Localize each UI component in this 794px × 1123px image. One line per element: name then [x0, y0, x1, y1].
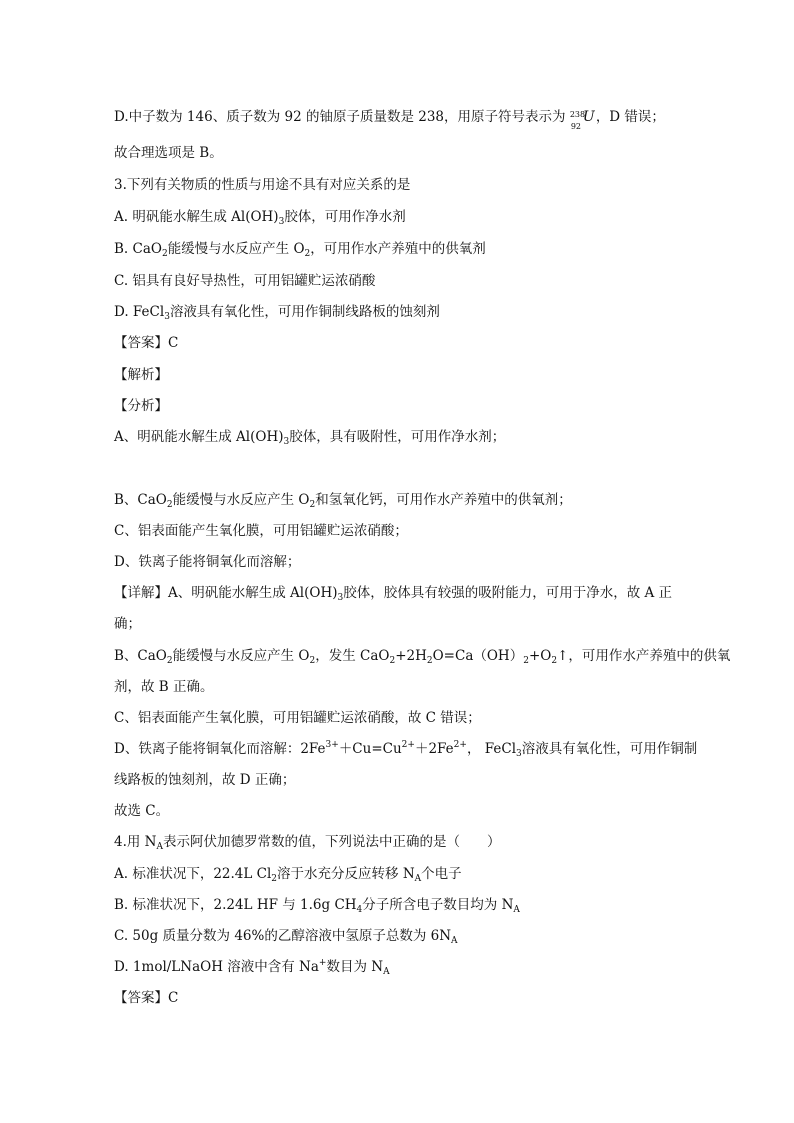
fenxi-c: C、铝表面能产生氧化膜，可用铝罐贮运浓硝酸； — [114, 523, 408, 539]
answer-line-1: 【答案】C — [114, 335, 179, 351]
conclusion-2: 故选 C。 — [114, 803, 170, 819]
q4-option-b: B. 标准状况下，2.24L HF 与 1.6g $CH_4$分子所含电子数目均为 $N_A$ — [114, 897, 520, 915]
question-4: 4.用 $N_A$表示阿伏加德罗常数的值，下列说法中正确的是（ ） — [114, 834, 501, 852]
detail-c: C、铝表面能产生氧化膜，可用铝罐贮运浓硝酸，故 C 错误； — [114, 710, 481, 726]
q3-option-a: A. 明矾能水解生成 $Al(OH)_3$胶体，可用作净水剂 — [114, 209, 406, 227]
detail-a: 【详解】A、明矾能水解生成 $Al(OH)_3$胶体，胶体具有较强的吸附能力，可用于净水，故 A 正 — [114, 585, 673, 603]
q4-option-d: D. 1mol/LNaOH 溶液中含有 Na+数目为 $N_A$ — [114, 958, 390, 977]
fenxi-b: B、CaO$_2$能缓慢与水反应产生 $O_2$和氢氧化钙，可用作水产养殖中的供氧剂； — [114, 492, 572, 510]
q3-option-c: C. 铝具有良好导热性，可用铝罐贮运浓硝酸 — [114, 273, 376, 289]
fenxi-a: A、明矾能水解生成 $Al(OH)_3$胶体，具有吸附性，可用作净水剂； — [114, 429, 506, 447]
analysis-label: 【解析】 — [114, 367, 168, 383]
answer-line-2: 【答案】C — [114, 990, 179, 1006]
q3-option-d: D. FeCl$_3$溶液具有氧化性，可用作铜制线路板的蚀刻剂 — [114, 304, 440, 322]
q4-option-c: C. 50g 质量分数为 46%的乙醇溶液中氢原子总数为 $6N_A$ — [114, 928, 458, 946]
detail-b: B、CaO$_2$能缓慢与水反应产生 $O_2$，发生 $CaO_2+2H_2O=Ca(OH)_2+O_2↑$，可用作水产养殖中的供氧 — [114, 648, 731, 666]
fenxi-d: D、铁离子能将铜氧化而溶解； — [114, 554, 301, 570]
question-3: 3.下列有关物质的性质与用途不具有对应关系的是 — [114, 177, 411, 193]
d-option-line: D.中子数为 146、质子数为 92 的铀原子质量数是 238，用原子符号表示为 238 92 U ，D 错误； — [114, 109, 665, 131]
detail-b-cont: 剂，故 B 正确。 — [114, 679, 214, 695]
q3-option-b: B. CaO$_2$能缓慢与水反应产生 $O_2$，可用作水产养殖中的供氧剂 — [114, 241, 486, 259]
detail-a-cont: 确； — [114, 616, 141, 632]
fenxi-label: 【分析】 — [114, 398, 168, 414]
detail-d-cont: 线路板的蚀刻剂，故 D 正确； — [114, 772, 296, 788]
detail-d: D、铁离子能将铜氧化而溶解：$2Fe^{3+}+Cu=Cu^{2+}+2Fe^{2+}$， FeCl$_3$溶液具有氧化性，可用作铜制 — [114, 740, 698, 759]
uranium-isotope-symbol: 238 92 U — [569, 109, 595, 131]
q4-option-a: A. 标准状况下，22.4L $Cl_2$溶于水充分反应转移 $N_A$个电子 — [114, 866, 462, 884]
conclusion-1: 故合理选项是 B。 — [114, 145, 223, 161]
